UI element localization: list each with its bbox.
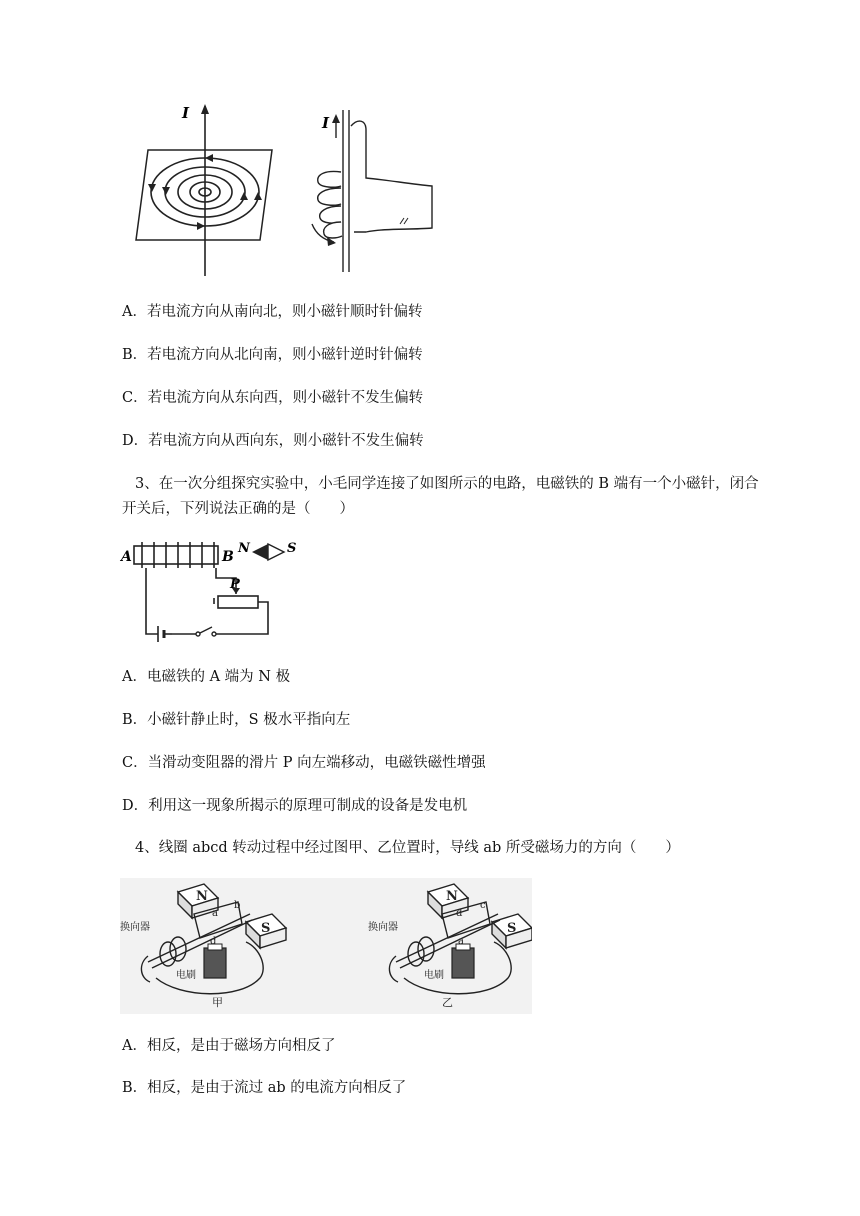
q3-stem-line2: 开关后，下列说法正确的是（ ） bbox=[122, 501, 354, 517]
q2-option-c: C．若电流方向从东向西，则小磁针不发生偏转 bbox=[122, 390, 424, 406]
figure-electromagnet-circuit bbox=[118, 538, 318, 648]
q3-option-a: A．电磁铁的 A 端为 N 极 bbox=[122, 669, 291, 685]
caption-jia: 甲 bbox=[212, 996, 223, 1009]
q3-option-d: D．利用这一现象所揭示的原理可制成的设备是发电机 bbox=[122, 798, 468, 814]
figure-motor-coil bbox=[120, 878, 532, 1014]
electromagnet-end-a: A bbox=[121, 549, 132, 565]
caption-yi: 乙 bbox=[442, 996, 453, 1009]
needle-s-label: S bbox=[287, 541, 297, 556]
current-label-right: I bbox=[322, 114, 330, 132]
q4-option-a: A．相反，是由于磁场方向相反了 bbox=[122, 1038, 336, 1054]
right-label-a: a bbox=[458, 936, 464, 947]
right-label-d: d bbox=[456, 908, 463, 919]
left-magnet-n: N bbox=[196, 889, 208, 904]
left-magnet-s: S bbox=[261, 921, 271, 936]
left-label-b: b bbox=[234, 900, 241, 911]
q3-option-b: B．小磁针静止时，S 极水平指向左 bbox=[122, 712, 351, 728]
left-label-a: a bbox=[212, 908, 218, 919]
q3-option-c: C．当滑动变阻器的滑片 P 向左端移动，电磁铁磁性增强 bbox=[122, 755, 486, 771]
left-brush-label: 电刷 bbox=[176, 970, 196, 981]
q2-option-b: B．若电流方向从北向南，则小磁针逆时针偏转 bbox=[122, 347, 423, 363]
q2-option-a: A．若电流方向从南向北，则小磁针顺时针偏转 bbox=[122, 304, 423, 320]
q4-stem: 4、线圈 abcd 转动过程中经过图甲、乙位置时，导线 ab 所受磁场力的方向（ ） bbox=[135, 840, 680, 856]
left-label-d: d bbox=[210, 936, 217, 947]
q4-option-b: B．相反，是由于流过 ab 的电流方向相反了 bbox=[122, 1080, 407, 1096]
right-brush-label: 电刷 bbox=[424, 970, 444, 981]
q3-stem-line1: 3、在一次分组探究实验中，小毛同学连接了如图所示的电路，电磁铁的 B 端有一个小磁针，闭合 bbox=[135, 476, 759, 492]
electromagnet-end-b: B bbox=[222, 549, 234, 565]
needle-n-label: N bbox=[238, 541, 250, 556]
right-magnet-s: S bbox=[507, 921, 517, 936]
right-commutator-label: 换向器 bbox=[368, 922, 398, 933]
current-label-left: I bbox=[182, 104, 190, 122]
left-commutator-label: 换向器 bbox=[120, 922, 150, 933]
q2-option-d: D．若电流方向从西向东，则小磁针不发生偏转 bbox=[122, 433, 424, 449]
right-label-c: c bbox=[480, 900, 486, 911]
slider-p-label: P bbox=[230, 577, 240, 592]
right-magnet-n: N bbox=[446, 889, 458, 904]
figure-straight-wire-field bbox=[130, 100, 460, 280]
